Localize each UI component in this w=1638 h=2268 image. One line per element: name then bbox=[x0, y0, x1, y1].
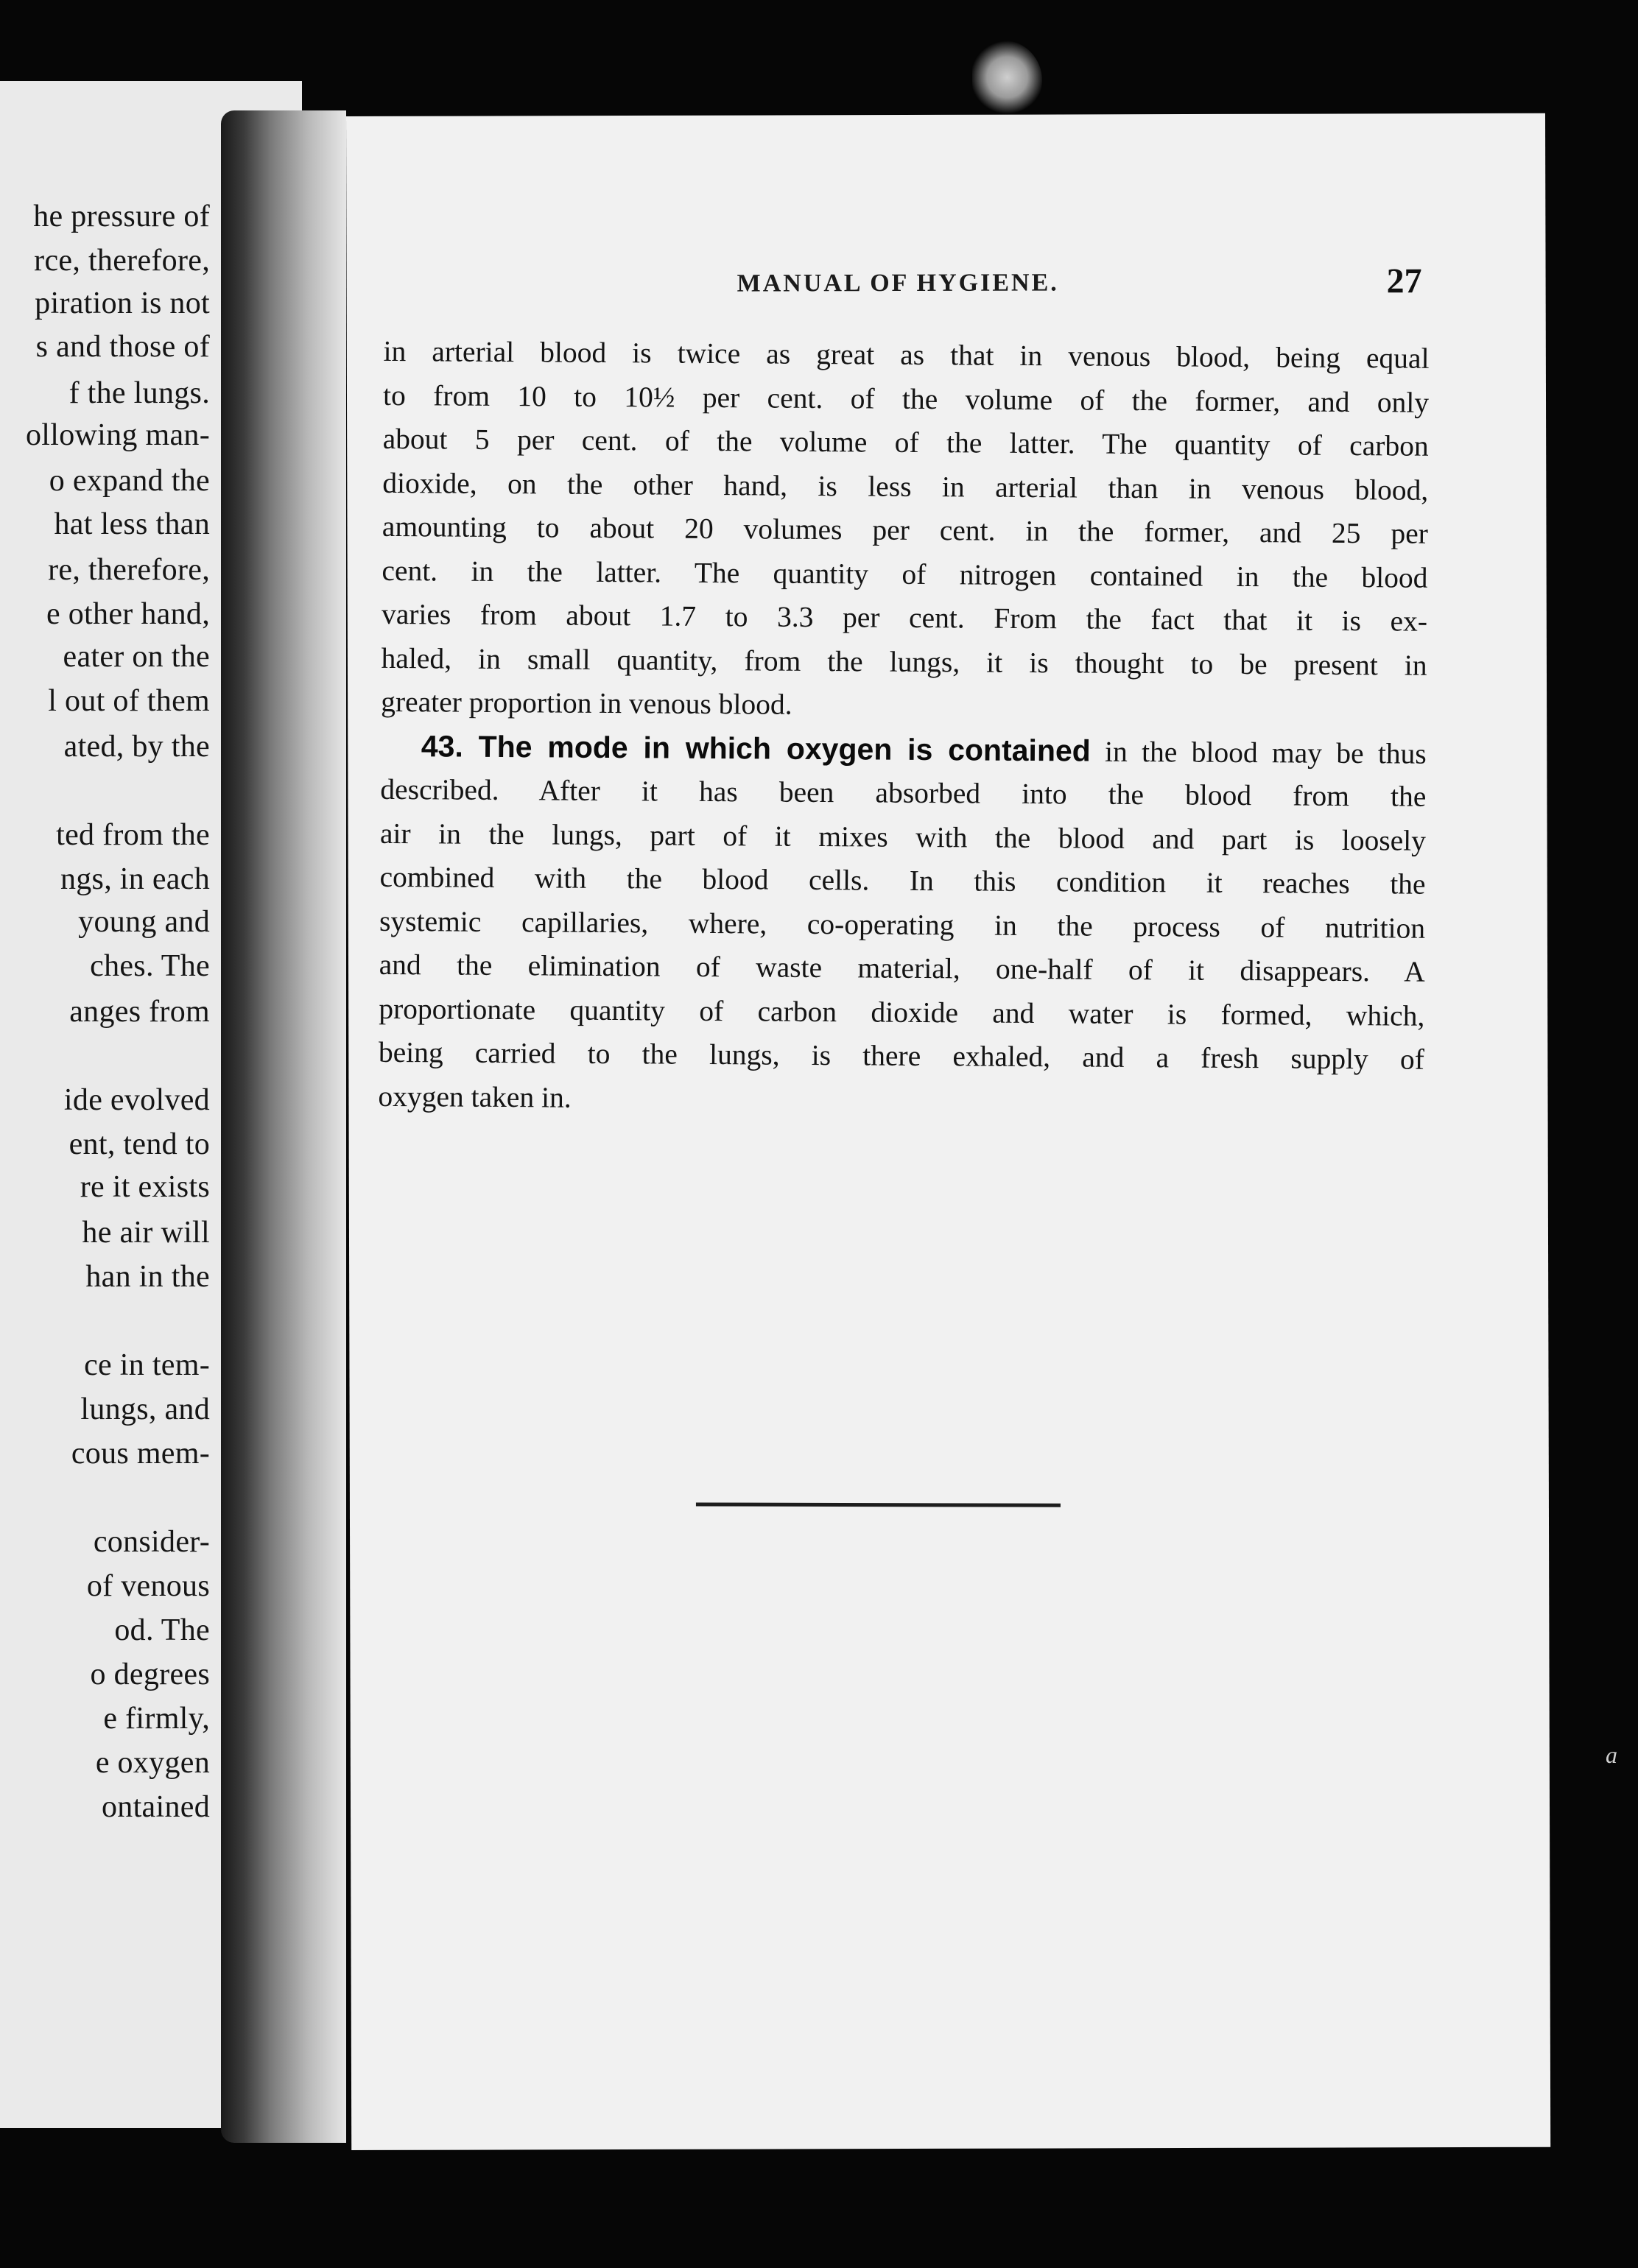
section-43 bbox=[378, 724, 1427, 1125]
text-line: varies from about 1.7 to 3.3 per cent. From the fact that it is ex- bbox=[381, 597, 1428, 638]
book-gutter-shadow bbox=[221, 110, 346, 2143]
text-line: in arterial blood is twice as great as that in venous blood, being equal bbox=[383, 334, 1430, 375]
text-line: combined with the blood cells. In this condition it reaches the bbox=[379, 860, 1426, 901]
left-page-line: anges from bbox=[69, 995, 210, 1029]
left-page-line: ted from the bbox=[56, 818, 210, 852]
text-line: being carried to the lungs, is there exhaled, and a fresh supply of bbox=[378, 1035, 1425, 1076]
left-page-line: ches. The bbox=[90, 949, 210, 983]
left-page-line: he pressure of bbox=[33, 200, 210, 233]
section-heading: 43. The mode in which oxygen is contained bbox=[421, 728, 1091, 768]
left-page-line: ide evolved bbox=[63, 1083, 210, 1117]
left-page-line: ce in tem- bbox=[84, 1348, 210, 1382]
left-page-line: ngs, in each bbox=[60, 862, 210, 896]
section-divider-rule bbox=[696, 1502, 1061, 1507]
right-page bbox=[346, 113, 1550, 2150]
left-page-line: s and those of bbox=[35, 330, 210, 364]
section-43-lines bbox=[378, 768, 1426, 1126]
left-page-line: eater on the bbox=[63, 640, 210, 674]
left-page-line: o expand the bbox=[49, 464, 210, 498]
text-line: systemic capillaries, where, co-operating in the process of nutrition bbox=[379, 904, 1426, 945]
left-page-line: hat less than bbox=[54, 507, 210, 541]
text-line: cent. in the latter. The quantity of nitrogen contained in the blood bbox=[382, 554, 1428, 594]
scan-speck bbox=[972, 40, 1042, 114]
text-line: described. After it has been absorbed into the blood from the bbox=[380, 772, 1427, 813]
left-page-line: ollowing man- bbox=[25, 418, 210, 452]
left-page-line: rce, therefore, bbox=[34, 244, 210, 278]
paragraph bbox=[381, 330, 1430, 731]
heading-line-rest: in the blood may be thus bbox=[1090, 735, 1427, 770]
left-page-line: ent, tend to bbox=[68, 1127, 210, 1161]
text-line: amounting to about 20 volumes per cent. in the former, and 25 per bbox=[382, 510, 1429, 550]
text-line: proportionate quantity of carbon dioxide and water is formed, which, bbox=[379, 992, 1425, 1032]
text-line bbox=[381, 724, 1427, 775]
text-line: air in the lungs, part of it mixes with the blood and part is loosely bbox=[379, 817, 1427, 857]
page-number: 27 bbox=[1386, 261, 1422, 301]
left-page-line: young and bbox=[78, 905, 210, 939]
left-page-line: o degrees bbox=[90, 1658, 210, 1691]
text-line: about 5 per cent. of the volume of the latter. The quantity of carbon bbox=[382, 422, 1429, 462]
left-page-line: e oxygen bbox=[95, 1746, 210, 1780]
left-page-line: e other hand, bbox=[46, 597, 210, 631]
left-page-line: re, therefore, bbox=[48, 553, 210, 587]
left-page-line: e firmly, bbox=[103, 1702, 210, 1736]
left-page-line: han in the bbox=[85, 1260, 210, 1294]
text-line: and the elimination of waste material, one-half of it disappears. A bbox=[379, 948, 1425, 988]
text-line: haled, in small quantity, from the lungs, it is thought to be present in bbox=[381, 641, 1427, 682]
text-line: oxygen taken in. bbox=[378, 1080, 572, 1114]
text-line: to from 10 to 10½ per cent. of the volume of the former, and only bbox=[382, 378, 1430, 419]
running-head: MANUAL OF HYGIENE. bbox=[737, 269, 1059, 297]
left-page-line: f the lungs. bbox=[68, 376, 210, 410]
left-page-line: lungs, and bbox=[80, 1392, 210, 1426]
left-page-line: consider- bbox=[93, 1525, 210, 1559]
left-page-line: re it exists bbox=[80, 1170, 210, 1204]
left-page-line: piration is not bbox=[35, 286, 210, 320]
left-page-line: ontained bbox=[101, 1790, 210, 1824]
left-page-line: l out of them bbox=[48, 684, 210, 718]
left-page-line: of venous bbox=[86, 1569, 210, 1603]
left-page-line: he air will bbox=[82, 1216, 210, 1250]
left-page-line: cous mem- bbox=[71, 1437, 210, 1471]
text-line: dioxide, on the other hand, is less in arterial than in venous blood, bbox=[382, 466, 1429, 507]
body-text bbox=[378, 330, 1429, 1126]
left-page-line: od. The bbox=[114, 1613, 210, 1647]
left-page-line: ated, by the bbox=[63, 730, 210, 764]
text-line: greater proportion in venous blood. bbox=[381, 685, 792, 721]
scan-edge-mark: a bbox=[1606, 1742, 1617, 1768]
